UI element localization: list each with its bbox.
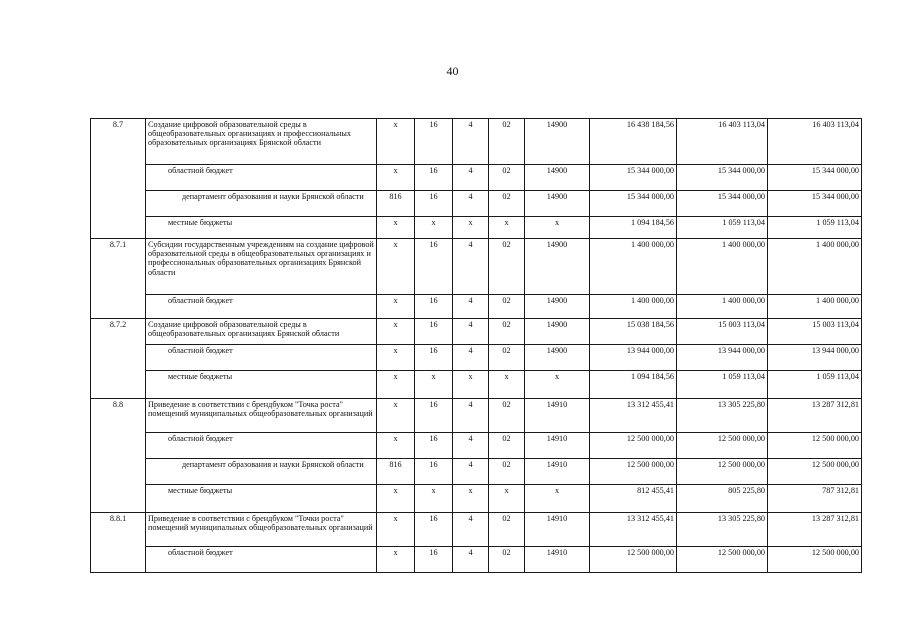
table-row [91, 295, 862, 319]
subsection-code-cell: 4 [453, 191, 489, 217]
item-name-cell: областной бюджет [146, 345, 377, 371]
amount-year-2-cell: 1 059 113,04 [677, 371, 768, 399]
amount-year-1-cell: 12 500 000,00 [590, 459, 677, 485]
ministry-code-cell: 816 [377, 191, 415, 217]
amount-year-3-cell: 1 400 000,00 [768, 295, 862, 319]
amount-year-1-cell: 1 400 000,00 [590, 239, 677, 295]
amount-year-1-cell: 15 344 000,00 [590, 191, 677, 217]
program-code-cell: 02 [489, 119, 525, 165]
amount-year-2-cell: 805 225,80 [677, 485, 768, 513]
item-name-cell: областной бюджет [146, 547, 377, 573]
ministry-code-cell: x [377, 319, 415, 345]
subsection-code-cell: 4 [453, 433, 489, 459]
ministry-code-cell: x [377, 119, 415, 165]
amount-year-2-cell: 12 500 000,00 [677, 459, 768, 485]
amount-year-1-cell: 1 094 184,56 [590, 371, 677, 399]
amount-year-2-cell: 12 500 000,00 [677, 433, 768, 459]
amount-year-2-cell: 16 403 113,04 [677, 119, 768, 165]
subsection-code-cell: x [453, 217, 489, 239]
amount-year-1-cell: 812 455,41 [590, 485, 677, 513]
section-code-cell: 16 [415, 119, 453, 165]
amount-year-3-cell: 1 400 000,00 [768, 239, 862, 295]
amount-year-3-cell: 1 059 113,04 [768, 371, 862, 399]
item-code-cell: 14900 [525, 319, 590, 345]
item-code-cell: 14900 [525, 165, 590, 191]
section-code-cell: 16 [415, 345, 453, 371]
ministry-code-cell: x [377, 485, 415, 513]
item-name-cell: местные бюджеты [146, 217, 377, 239]
subsection-code-cell: 4 [453, 295, 489, 319]
amount-year-2-cell: 15 003 113,04 [677, 319, 768, 345]
amount-year-1-cell: 1 094 184,56 [590, 217, 677, 239]
amount-year-2-cell: 13 305 225,80 [677, 399, 768, 433]
section-code-cell: 16 [415, 165, 453, 191]
amount-year-3-cell: 15 344 000,00 [768, 165, 862, 191]
ministry-code-cell: x [377, 513, 415, 547]
program-code-cell: x [489, 371, 525, 399]
section-code-cell: 16 [415, 513, 453, 547]
subsection-code-cell: 4 [453, 345, 489, 371]
ministry-code-cell: x [377, 295, 415, 319]
amount-year-3-cell: 13 944 000,00 [768, 345, 862, 371]
section-code-cell: 16 [415, 547, 453, 573]
subsection-code-cell: 4 [453, 119, 489, 165]
table-row [91, 345, 862, 371]
subsection-code-cell: 4 [453, 459, 489, 485]
table-row [91, 547, 862, 573]
amount-year-2-cell: 15 344 000,00 [677, 165, 768, 191]
item-name-cell: местные бюджеты [146, 485, 377, 513]
ministry-code-cell: x [377, 345, 415, 371]
amount-year-2-cell: 12 500 000,00 [677, 547, 768, 573]
section-code-cell: x [415, 371, 453, 399]
table-row [91, 371, 862, 399]
table-row [91, 319, 862, 345]
section-code-cell: 16 [415, 239, 453, 295]
table-row [91, 399, 862, 433]
item-code-cell: 14910 [525, 433, 590, 459]
subsection-code-cell: 4 [453, 239, 489, 295]
section-code-cell: 16 [415, 191, 453, 217]
program-code-cell: 02 [489, 513, 525, 547]
item-name-cell: Приведение в соответствии с брендбуком "Точка роста" помещений муниципальных общеобразовательных организаций [146, 399, 377, 433]
item-name-cell: областной бюджет [146, 295, 377, 319]
ministry-code-cell: x [377, 433, 415, 459]
table-row [91, 433, 862, 459]
subsection-code-cell: 4 [453, 319, 489, 345]
table-row [91, 165, 862, 191]
program-code-cell: 02 [489, 547, 525, 573]
table-row [91, 459, 862, 485]
amount-year-2-cell: 1 400 000,00 [677, 295, 768, 319]
amount-year-3-cell: 15 003 113,04 [768, 319, 862, 345]
amount-year-1-cell: 12 500 000,00 [590, 547, 677, 573]
amount-year-2-cell: 13 305 225,80 [677, 513, 768, 547]
table-row [91, 485, 862, 513]
amount-year-2-cell: 15 344 000,00 [677, 191, 768, 217]
amount-year-3-cell: 13 287 312,81 [768, 513, 862, 547]
item-code-cell: x [525, 217, 590, 239]
program-code-cell: 02 [489, 165, 525, 191]
table-row [91, 239, 862, 295]
program-code-cell: 02 [489, 191, 525, 217]
table-row [91, 217, 862, 239]
subsection-code-cell: x [453, 371, 489, 399]
subsection-code-cell: 4 [453, 513, 489, 547]
amount-year-3-cell: 787 312,81 [768, 485, 862, 513]
ministry-code-cell: x [377, 217, 415, 239]
item-code-cell: 14900 [525, 239, 590, 295]
ministry-code-cell: x [377, 239, 415, 295]
item-name-cell: департамент образования и науки Брянской области [146, 191, 377, 217]
item-number-cell: 8.7 [91, 119, 146, 239]
program-code-cell: x [489, 217, 525, 239]
amount-year-1-cell: 13 944 000,00 [590, 345, 677, 371]
item-name-cell: местные бюджеты [146, 371, 377, 399]
subsection-code-cell: 4 [453, 547, 489, 573]
program-code-cell: x [489, 485, 525, 513]
amount-year-1-cell: 16 438 184,56 [590, 119, 677, 165]
amount-year-1-cell: 15 344 000,00 [590, 165, 677, 191]
item-code-cell: 14900 [525, 345, 590, 371]
table-row [91, 513, 862, 547]
ministry-code-cell: x [377, 371, 415, 399]
amount-year-3-cell: 12 500 000,00 [768, 433, 862, 459]
budget-table [90, 118, 862, 573]
amount-year-2-cell: 1 059 113,04 [677, 217, 768, 239]
amount-year-3-cell: 16 403 113,04 [768, 119, 862, 165]
program-code-cell: 02 [489, 459, 525, 485]
amount-year-2-cell: 1 400 000,00 [677, 239, 768, 295]
program-code-cell: 02 [489, 399, 525, 433]
amount-year-2-cell: 13 944 000,00 [677, 345, 768, 371]
section-code-cell: 16 [415, 295, 453, 319]
ministry-code-cell: x [377, 399, 415, 433]
ministry-code-cell: x [377, 165, 415, 191]
item-name-cell: Субсидии государственным учреждениям на создание цифровой образовательной среды в общеобразовательных организациях и профессиональных образовательных организациях Брянской области [146, 239, 377, 295]
item-code-cell: x [525, 371, 590, 399]
ministry-code-cell: 816 [377, 459, 415, 485]
amount-year-1-cell: 12 500 000,00 [590, 433, 677, 459]
amount-year-1-cell: 13 312 455,41 [590, 513, 677, 547]
program-code-cell: 02 [489, 433, 525, 459]
section-code-cell: 16 [415, 399, 453, 433]
item-code-cell: 14900 [525, 119, 590, 165]
item-number-cell: 8.8.1 [91, 513, 146, 573]
item-code-cell: 14910 [525, 399, 590, 433]
section-code-cell: 16 [415, 319, 453, 345]
table-row [91, 191, 862, 217]
program-code-cell: 02 [489, 319, 525, 345]
program-code-cell: 02 [489, 345, 525, 371]
item-code-cell: 14910 [525, 459, 590, 485]
amount-year-1-cell: 15 038 184,56 [590, 319, 677, 345]
item-code-cell: 14900 [525, 191, 590, 217]
table-row [91, 119, 862, 165]
subsection-code-cell: 4 [453, 165, 489, 191]
item-code-cell: 14910 [525, 513, 590, 547]
program-code-cell: 02 [489, 239, 525, 295]
section-code-cell: 16 [415, 433, 453, 459]
item-name-cell: Создание цифровой образовательной среды в общеобразовательных организациях Брянской области [146, 319, 377, 345]
amount-year-3-cell: 12 500 000,00 [768, 547, 862, 573]
amount-year-3-cell: 12 500 000,00 [768, 459, 862, 485]
subsection-code-cell: 4 [453, 399, 489, 433]
item-number-cell: 8.8 [91, 399, 146, 513]
page-number: 40 [446, 64, 459, 78]
ministry-code-cell: x [377, 547, 415, 573]
program-code-cell: 02 [489, 295, 525, 319]
amount-year-3-cell: 15 344 000,00 [768, 191, 862, 217]
amount-year-3-cell: 13 287 312,81 [768, 399, 862, 433]
item-number-cell: 8.7.1 [91, 239, 146, 319]
item-name-cell: Приведение в соответствии с брендбуком "Точки роста" помещений муниципальных общеобразовательных организаций [146, 513, 377, 547]
item-name-cell: областной бюджет [146, 165, 377, 191]
item-name-cell: департамент образования и науки Брянской области [146, 459, 377, 485]
section-code-cell: 16 [415, 459, 453, 485]
section-code-cell: x [415, 217, 453, 239]
item-name-cell: Создание цифровой образовательной среды в общеобразовательных организациях и профессиональных образовательных организациях Брянской области [146, 119, 377, 165]
amount-year-1-cell: 1 400 000,00 [590, 295, 677, 319]
section-code-cell: x [415, 485, 453, 513]
amount-year-3-cell: 1 059 113,04 [768, 217, 862, 239]
amount-year-1-cell: 13 312 455,41 [590, 399, 677, 433]
item-code-cell: x [525, 485, 590, 513]
item-number-cell: 8.7.2 [91, 319, 146, 399]
item-code-cell: 14900 [525, 295, 590, 319]
subsection-code-cell: x [453, 485, 489, 513]
item-code-cell: 14910 [525, 547, 590, 573]
budget-table-body [91, 119, 862, 573]
item-name-cell: областной бюджет [146, 433, 377, 459]
